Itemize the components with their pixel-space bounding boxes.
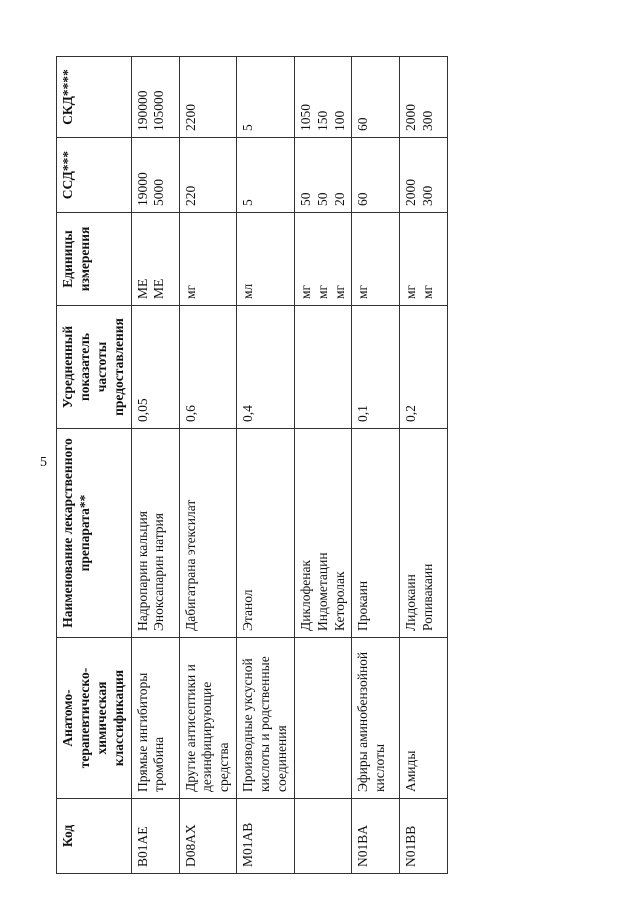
cell-skd	[179, 57, 237, 138]
cell-ssd-item: 50	[314, 192, 330, 206]
cell-unit-item: мг	[331, 284, 347, 299]
cell-ssd-item: 19000	[134, 172, 150, 206]
cell-drug-item: Ропивакаин	[420, 563, 436, 631]
cell-unit	[179, 213, 237, 306]
header-skd: СКД****	[57, 57, 132, 138]
cell-frequency: 0,1	[352, 306, 400, 429]
header-frequency: Усредненный показатель частоты предоставления	[57, 306, 132, 429]
cell-code	[294, 799, 352, 874]
cell-ssd	[352, 138, 400, 213]
table-row	[400, 57, 448, 874]
header-drug: Наименование лекарственного препарата**	[57, 429, 132, 638]
cell-unit-item: мг	[403, 284, 419, 299]
cell-skd-item: 2000	[403, 104, 419, 131]
cell-drug-item: Этанол	[240, 589, 256, 631]
cell-ssd-item: 300	[420, 185, 436, 206]
cell-skd	[400, 57, 448, 138]
cell-atc: Прямые ингибиторы тромбина	[131, 638, 179, 799]
cell-skd-item: 300	[420, 110, 436, 131]
cell-unit-item: мг	[420, 284, 436, 299]
cell-skd-item: 1050	[297, 104, 313, 131]
cell-atc: Амиды	[400, 638, 448, 799]
header-atc: Анатомо-терапевтическо-химическая классификация	[57, 638, 132, 799]
cell-drug	[131, 429, 179, 638]
header-unit: Единицы измерения	[57, 213, 132, 306]
cell-drug-item: Диклофенак	[297, 560, 313, 631]
cell-drug-item: Надропарин кальция	[134, 511, 150, 631]
cell-unit-item: мг	[314, 284, 330, 299]
cell-ssd-item: 220	[182, 185, 198, 206]
cell-frequency	[294, 306, 352, 429]
cell-unit	[352, 213, 400, 306]
cell-frequency: 0,4	[237, 306, 295, 429]
cell-drug-item: Лидокаин	[403, 574, 419, 631]
cell-skd	[352, 57, 400, 138]
cell-ssd-item: 5000	[151, 179, 167, 206]
cell-drug	[294, 429, 352, 638]
cell-code: B01AE	[131, 799, 179, 874]
cell-unit	[131, 213, 179, 306]
cell-atc: Производные уксусной кислоты и родственные соединения	[237, 638, 295, 799]
cell-skd	[237, 57, 295, 138]
cell-code: D08AX	[179, 799, 237, 874]
cell-skd-item: 150	[314, 110, 330, 131]
cell-skd	[294, 57, 352, 138]
cell-drug	[352, 429, 400, 638]
cell-drug-item: Дабигатрана этексилат	[182, 499, 198, 631]
cell-drug-item: Индометацин	[314, 552, 330, 631]
cell-skd	[131, 57, 179, 138]
cell-drug-item: Кеторолак	[331, 571, 347, 631]
cell-ssd	[237, 138, 295, 213]
cell-ssd-item: 20	[331, 192, 347, 206]
cell-drug-item: Эноксапарин натрия	[151, 513, 167, 631]
cell-drug-item: Прокаин	[355, 580, 371, 631]
cell-drug	[237, 429, 295, 638]
cell-code: M01AB	[237, 799, 295, 874]
cell-ssd	[400, 138, 448, 213]
cell-unit-item: мл	[240, 283, 256, 299]
cell-atc: Эфиры аминобензойной кислоты	[352, 638, 400, 799]
cell-unit-item: мг	[297, 284, 313, 299]
table-row	[294, 57, 352, 874]
cell-skd-item: 5	[240, 124, 256, 131]
table-header-row	[57, 57, 132, 874]
cell-drug	[400, 429, 448, 638]
table-row	[352, 57, 400, 874]
cell-ssd	[131, 138, 179, 213]
table-row	[131, 57, 179, 874]
cell-skd-item: 2200	[182, 104, 198, 131]
table-row	[179, 57, 237, 874]
cell-frequency: 0,2	[400, 306, 448, 429]
cell-unit	[237, 213, 295, 306]
cell-code: N01BB	[400, 799, 448, 874]
cell-unit	[400, 213, 448, 306]
cell-code: N01BA	[352, 799, 400, 874]
cell-unit-item: мг	[355, 284, 371, 299]
cell-frequency: 0,05	[131, 306, 179, 429]
cell-atc: Другие антисептики и дезинфицирующие средства	[179, 638, 237, 799]
cell-ssd	[179, 138, 237, 213]
cell-frequency: 0,6	[179, 306, 237, 429]
cell-atc	[294, 638, 352, 799]
table-body	[131, 57, 448, 874]
cell-skd-item: 60	[355, 117, 371, 131]
header-code: Код	[57, 799, 132, 874]
table-row	[237, 57, 295, 874]
page-number: 5	[40, 455, 47, 470]
cell-ssd	[294, 138, 352, 213]
cell-unit-item: МЕ	[151, 278, 167, 299]
cell-ssd-item: 5	[240, 199, 256, 206]
rotated-table-container	[56, 62, 568, 874]
cell-drug	[179, 429, 237, 638]
drug-table	[56, 56, 448, 874]
cell-unit	[294, 213, 352, 306]
cell-ssd-item: 60	[355, 192, 371, 206]
cell-ssd-item: 2000	[403, 179, 419, 206]
cell-skd-item: 100	[331, 110, 347, 131]
cell-unit-item: мг	[182, 284, 198, 299]
cell-skd-item: 190000	[134, 90, 150, 131]
cell-skd-item: 105000	[151, 90, 167, 131]
cell-ssd-item: 50	[297, 192, 313, 206]
cell-unit-item: МЕ	[134, 278, 150, 299]
header-ssd: ССД***	[57, 138, 132, 213]
